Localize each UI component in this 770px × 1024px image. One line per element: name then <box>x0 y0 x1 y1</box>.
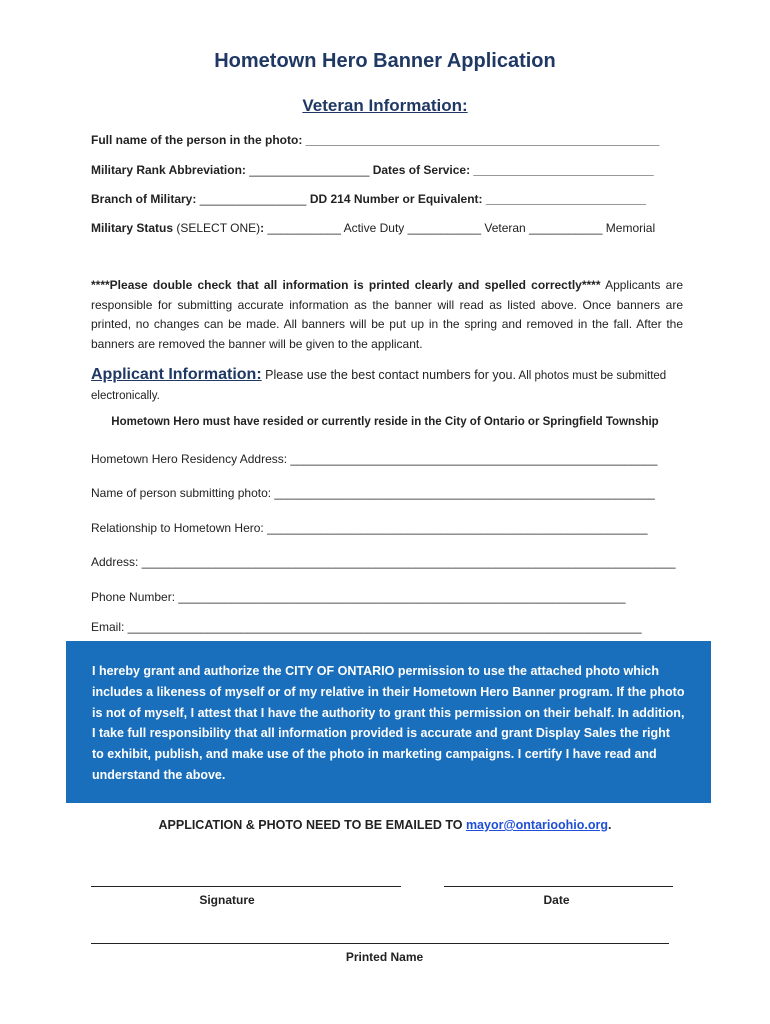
address-field[interactable]: Address: ________________________________________________________________________________ <box>91 555 676 569</box>
residency-address-field[interactable]: Hometown Hero Residency Address: _______________________________________________________ <box>91 452 658 466</box>
veteran-heading: Veteran Information: <box>302 96 468 115</box>
accuracy-notice: ****Please double check that all information is printed clearly and spelled correctly**** Applicants are responsible for submitting accurate information as the banner will read as listed above. Once banners are printed, no changes can be made. All banners will be put up in the spring and removed in the fall. After the banners are removed the banner will be given to the applicant. <box>91 278 683 351</box>
consent-statement: I hereby grant and authorize the CITY OF ONTARIO permission to use the attached photo which includes a likeness of myself or of my relative in their Hometown Hero Banner program. If the photo is not of myself, I attest that I have the authority to grant this permission on their behalf. In addition, I take full responsibility that all information provided is accurate and grant Display Sales the right to exhibit, publish, and make use of the photo in marketing campaigns. I certify I have read and understand the above. <box>66 641 711 803</box>
submitter-name-field[interactable]: Name of person submitting photo: _________________________________________________________ <box>91 486 655 500</box>
phone-field[interactable]: Phone Number: ___________________________________________________________________ <box>91 590 626 604</box>
date-line[interactable] <box>444 886 673 887</box>
relationship-field[interactable]: Relationship to Hometown Hero: _________________________________________________________ <box>91 521 648 535</box>
residency-note: Hometown Hero must have resided or currently reside in the City of Ontario or Springfield Township <box>111 416 659 428</box>
signature-line[interactable] <box>91 886 401 887</box>
email-field[interactable]: Email: _____________________________________________________________________________ <box>91 620 642 634</box>
date-label: Date <box>543 893 570 907</box>
full-name-field[interactable]: Full name of the person in the photo: _____________________________________________________ <box>91 133 660 147</box>
applicant-heading: Applicant Information: Please use the best contact numbers for you. All photos must be submitted electronically. <box>91 366 667 402</box>
printed-name-line[interactable] <box>91 943 669 944</box>
signature-label: Signature <box>199 893 255 907</box>
page-title: Hometown Hero Banner Application <box>214 50 556 72</box>
mayor-email-link[interactable]: mayor@ontarioohio.org <box>465 818 608 832</box>
rank-dates-field[interactable]: Military Rank Abbreviation: __________________ Dates of Service: ___________________________ <box>91 163 654 177</box>
military-status-field[interactable]: Military Status (SELECT ONE): ___________ Active Duty ___________ Veteran ___________ Memorial <box>91 221 656 235</box>
printed-name-label: Printed Name <box>345 950 424 964</box>
email-instruction: APPLICATION & PHOTO NEED TO BE EMAILED TO mayor@ontarioohio.org. <box>158 818 612 832</box>
branch-dd214-field[interactable]: Branch of Military: ________________ DD 214 Number or Equivalent: ________________________ <box>91 192 647 206</box>
